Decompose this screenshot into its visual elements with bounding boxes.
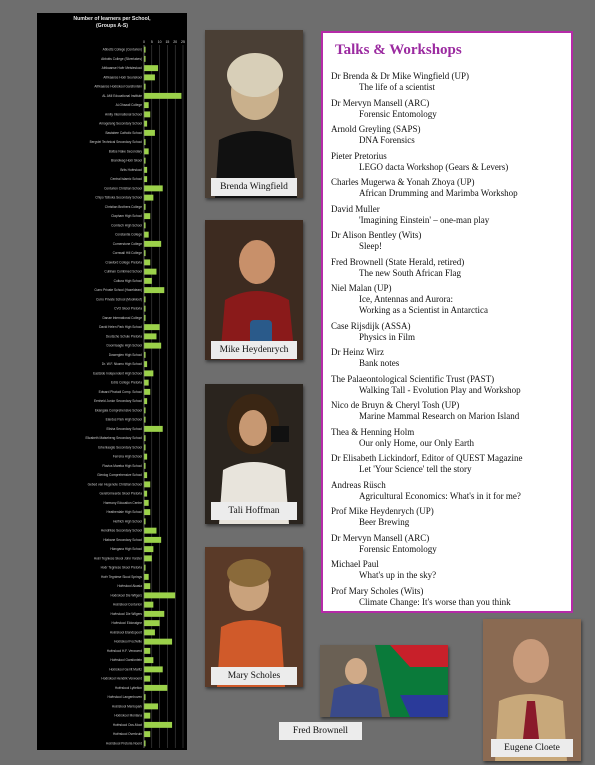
bar — [144, 629, 155, 635]
category-label: Hoërskool Overkruin — [112, 732, 142, 737]
bar — [144, 343, 161, 349]
talk-speaker: Dr Alison Bentley (Wits) — [331, 230, 422, 240]
talk-speaker: Fred Brownell (State Herald, retired) — [331, 256, 465, 267]
category-label: Edris College Pretoria — [110, 380, 142, 385]
talk-speaker: Dr Brenda & Dr Mike Wingfield (UP) — [331, 71, 469, 81]
category-label: Hoërskool Die Wilgers — [110, 593, 142, 598]
category-label: Amogelang Secondary School — [99, 121, 142, 126]
category-label: Cullinan Combined School — [104, 269, 142, 274]
x-tick-label: 5 — [150, 40, 153, 44]
bar — [144, 278, 152, 284]
category-label: Abbotts College (Centurion) — [102, 47, 142, 52]
caption: Mike Heydenrych — [211, 341, 297, 359]
category-label: Helfrich High School — [113, 519, 142, 524]
bar — [144, 241, 161, 247]
portrait-image — [205, 220, 303, 360]
bar — [144, 657, 153, 663]
bar — [144, 491, 147, 497]
category-label: Glenlog Comprehensive School — [97, 473, 142, 478]
bar — [144, 528, 156, 534]
talk-title: 'Imagining Einstein' – one-man play — [359, 214, 490, 225]
talk-item — [331, 453, 571, 475]
category-label: Deutsche Schule Pretoria — [105, 334, 142, 339]
category-label: Elizabeth Matseheng Secondary School — [85, 436, 142, 441]
talk-speaker: Dr Heinz Wirz — [331, 347, 384, 357]
talk-item — [331, 98, 571, 120]
caption: Brenda Wingfield — [211, 178, 297, 196]
category-label: Comtech High School — [111, 223, 142, 228]
talk-item — [331, 480, 571, 502]
talk-title: Forensic Entomology — [359, 543, 437, 554]
photo-fred-brownell — [320, 645, 448, 717]
talk-speaker: Thea & Henning Holm — [331, 426, 415, 437]
bar — [144, 111, 150, 117]
caption: Mary Scholes — [211, 667, 297, 685]
talk-title: Ice, Antennas and Aurora: — [359, 294, 453, 304]
portrait-image — [205, 30, 303, 198]
portrait-image — [320, 645, 448, 717]
bar — [144, 620, 160, 626]
caption-visible: Tali Hoffman — [211, 502, 297, 520]
category-label: Afrikaanse Hoër Meisieskool — [101, 66, 142, 71]
talk-speaker: Arnold Greyling (SAPS) — [331, 124, 421, 134]
category-label: Hlangana High School — [110, 547, 142, 552]
talk-title: Sleep! — [359, 241, 382, 251]
talk-item — [331, 400, 571, 422]
talk-title: Agricultural Economics: What's in it for me? — [359, 490, 521, 501]
talk-item — [331, 533, 571, 555]
photo-tali-hoffman — [205, 384, 303, 524]
bar — [144, 685, 167, 691]
bar — [144, 546, 153, 552]
photo-eugene-cloete — [483, 619, 581, 761]
bar — [144, 731, 150, 737]
category-label: Central Islamic School — [110, 177, 142, 182]
category-label: Hoërskool Pretoria Noord — [106, 741, 142, 746]
category-label: Gereformeerde Skool Pretoria — [99, 491, 142, 496]
talk-item — [331, 71, 571, 93]
talk-item — [331, 124, 571, 146]
x-tick-label: 20 — [173, 40, 178, 44]
category-label: Hoërskool Eldoraigne — [111, 621, 142, 626]
talk-item — [331, 177, 571, 199]
talk-item — [331, 204, 571, 226]
caption: Eugene Cloete — [491, 739, 573, 757]
talk-title: Let 'Your Science' tell the story — [359, 464, 472, 474]
bar — [144, 454, 147, 460]
category-label: Constantia College — [115, 232, 142, 237]
category-label: Curro Private School (Mooikloof) — [95, 297, 142, 302]
bar — [144, 185, 163, 191]
talk-title: Forensic Entomology — [359, 108, 437, 119]
bar — [144, 102, 149, 108]
talk-item — [331, 151, 571, 173]
talk-speaker: Niel Malan (UP) — [331, 283, 392, 293]
talk-title: Marine Mammal Research on Marion Island — [359, 411, 520, 421]
bar — [144, 389, 150, 395]
talk-title: Climate Change: It's worse than you think — [359, 596, 511, 607]
talk-speaker: Pieter Pretorius — [331, 150, 387, 161]
category-label: Hoërskool Fochville — [114, 639, 142, 644]
category-label: Christian Brothers College — [104, 204, 142, 209]
bar — [144, 324, 160, 330]
category-label: Hendrikse Secondary School — [100, 528, 142, 533]
talk-speaker: David Muller — [331, 203, 380, 214]
category-label: Ekangala Comprehensive School — [94, 408, 142, 413]
category-label: Gebed van Hugenote Christian School — [87, 482, 142, 487]
bar — [144, 269, 156, 275]
category-label: Eastside Independent High School — [93, 371, 142, 376]
category-label: Bastabee Catholic School — [105, 130, 142, 135]
category-label: Hoërskool Hendrik Verwoerd — [101, 676, 142, 681]
x-tick-label: 15 — [165, 40, 170, 44]
x-tick-label: 0 — [143, 40, 145, 44]
bar — [144, 722, 172, 728]
bar — [144, 213, 150, 219]
talk-title: DNA Forensics — [359, 135, 415, 145]
talk-item — [331, 321, 571, 343]
learners-chart — [37, 13, 187, 750]
category-label: Hoërskool Elandspoort — [109, 630, 142, 635]
bar — [144, 148, 149, 154]
talk-title: Beer Brewing — [359, 517, 410, 527]
bar — [144, 472, 147, 478]
category-label: Hoërskool Gerrit Maritz — [109, 667, 142, 672]
bar — [144, 426, 163, 432]
talk-item — [331, 230, 571, 252]
bar — [144, 648, 150, 654]
bar — [144, 500, 149, 506]
photo-mike-heydenrych — [205, 220, 303, 360]
category-label: Ferreira High School — [112, 454, 142, 459]
category-label: Hoërskool Langenhoven — [107, 695, 142, 700]
category-label: Hoërskool Akasia — [117, 584, 142, 589]
category-label: Cornwall Hill College — [112, 251, 142, 256]
talk-speaker: Case Rijsdijk (ASSA) — [331, 320, 411, 331]
category-label: Hoërskool Garsfontein — [110, 658, 142, 663]
bar — [144, 639, 172, 645]
chart-plot — [37, 13, 187, 750]
category-label: Dowerglen High School — [108, 352, 142, 357]
talk-speaker: Andreas Rüsch — [331, 479, 386, 490]
bar — [144, 74, 155, 80]
category-label: Hoër Tegniese Skool John Vorster — [93, 556, 142, 561]
bar — [144, 121, 147, 127]
talk-title: The life of a scientist — [359, 82, 435, 92]
category-label: AL AMI Educational Institute — [102, 93, 142, 98]
talk-item — [331, 586, 571, 608]
talk-title: LEGO dacta Workshop (Gears & Levers) — [359, 161, 509, 172]
bar — [144, 370, 153, 376]
talk-item — [331, 347, 571, 369]
category-label: Cultura High School — [113, 278, 142, 283]
talk-item — [331, 427, 571, 449]
talk-item — [331, 257, 571, 279]
talk-title: Our only Home, our Only Earth — [359, 437, 474, 448]
category-label: Elardus Park High School — [105, 417, 142, 422]
category-label: Hoërskool Lyttelton — [114, 685, 142, 690]
category-label: Hoërskool Die Wilgers — [110, 611, 142, 616]
talk-title: African Drumming and Marimba Workshop — [359, 188, 518, 198]
talk-title: Physics in Film — [359, 331, 416, 342]
talk-title: Bank notes — [359, 358, 400, 368]
bar — [144, 713, 150, 719]
category-label: Clapham High School — [111, 214, 142, 219]
category-label: Hoër Tegniese Skool Pretoria — [100, 565, 142, 570]
category-label: Boitse Nake Secondary — [108, 149, 142, 154]
category-label: Abbotts College (Silverlakes) — [101, 56, 142, 61]
bar — [144, 555, 152, 561]
category-label: Afrikaanse Hoër Seunskool — [103, 75, 142, 80]
category-label: Hoërskool Montana — [114, 713, 142, 718]
talk-item — [331, 374, 571, 396]
bar — [144, 287, 164, 293]
photo-brenda-wingfield — [205, 30, 303, 198]
bar — [144, 583, 150, 589]
talk-speaker: Prof Mary Scholes (Wits) — [331, 585, 424, 596]
photo-mary-scholes — [205, 547, 303, 687]
bar — [144, 703, 158, 709]
category-label: Hoër Tegniese Skool Springs — [100, 574, 142, 579]
x-tick-label: 25 — [181, 40, 185, 44]
talk-speaker: Dr Elisabeth Lickindorf, Editor of QUEST Magazine — [331, 453, 523, 463]
category-label: Danae International College — [102, 315, 142, 320]
bar — [144, 130, 155, 136]
talk-speaker: Nico de Bruyn & Cheryl Tosh (UP) — [331, 400, 460, 410]
talk-title: What's up in the sky? — [359, 570, 437, 580]
category-label: Hoërskool H.F. Verwoerd — [106, 648, 142, 653]
category-label: Brandwag Hoër Skool — [110, 158, 142, 163]
category-label: Crawford College Pretoria — [105, 260, 142, 265]
bar — [144, 232, 149, 238]
bar — [144, 611, 164, 617]
bar — [144, 361, 147, 367]
category-label: Doornlaagte High School — [106, 343, 142, 348]
category-label: Edward Phatudi Comp. School — [98, 389, 142, 394]
category-label: Erkenlaagte Secondary School — [98, 445, 142, 450]
bar — [144, 259, 150, 265]
category-label: Chipo Tsiboka Secondary School — [95, 195, 142, 200]
category-label: Heatherdale High School — [106, 510, 142, 515]
talk-speaker: Dr Mervyn Mansell (ARC) — [331, 532, 430, 543]
talk-title: The new South African Flag — [359, 267, 461, 278]
category-label: CVO Skool Pretoria — [114, 306, 142, 311]
talk-title-line2: Working as a Scientist in Antarctica — [359, 305, 488, 315]
bar — [144, 176, 147, 182]
bar — [144, 380, 149, 386]
chart-title: Number of learners per School, (Groups A-S) — [73, 16, 151, 29]
category-label: Centurion Christian School — [104, 186, 142, 191]
talk-item — [331, 283, 571, 316]
category-label: Elisha Secondary School — [106, 426, 142, 431]
bar — [144, 676, 150, 682]
category-label: Hoërskool Oos-Moot — [112, 722, 142, 727]
category-label: Afrikaanse Hoërskool Garsfontein — [94, 84, 142, 89]
category-label: Bergvlei Technical Secondary School — [89, 140, 142, 145]
talk-speaker: Prof Mike Heydenrych (UP) — [331, 506, 434, 516]
bar — [144, 167, 147, 173]
talk-speaker: The Palaeontological Scientific Trust (PAST) — [331, 373, 495, 384]
category-label: Flavius Mareka High School — [102, 463, 142, 468]
category-label: Hoërskool Centurion — [112, 602, 142, 607]
category-label: David Helen Park High School — [99, 325, 142, 330]
caption-fred-brownell: Fred Brownell — [279, 722, 362, 740]
talk-speaker: Charles Mugerwa & Yonah Zhoya (UP) — [331, 177, 475, 187]
bar — [144, 65, 158, 71]
bar — [144, 195, 153, 201]
bar — [144, 537, 161, 543]
talk-speaker: Michael Paul — [331, 559, 379, 569]
category-label: Hlabane Secondary School — [103, 537, 142, 542]
talk-item — [331, 506, 571, 528]
bar — [144, 666, 163, 672]
category-label: Brits Hoërskool — [120, 167, 142, 172]
talk-item — [331, 559, 571, 581]
talks-panel — [321, 31, 573, 613]
category-label: Dr. W.F. Nkomo High School — [101, 362, 142, 367]
category-label: Harmony Education Centre — [103, 500, 142, 505]
bar — [144, 481, 150, 487]
category-label: Cornerstone College — [112, 241, 142, 246]
talk-speaker: Dr Mervyn Mansell (ARC) — [331, 97, 430, 108]
category-label: Amity International School — [104, 112, 142, 117]
talk-title: Walking Tall - Evolution Play and Workshop — [359, 384, 521, 395]
bar — [144, 93, 181, 99]
bar — [144, 398, 147, 404]
bar — [144, 509, 150, 515]
x-tick-label: 10 — [157, 40, 162, 44]
portrait-image — [205, 547, 303, 687]
panel-title: Talks & Workshops — [335, 42, 462, 58]
bar — [144, 574, 149, 580]
bar — [144, 592, 175, 598]
category-label: Hoërskool Menlopark — [111, 704, 142, 709]
bar — [144, 602, 153, 608]
category-label: Al-Ghazali College — [115, 103, 142, 108]
bar — [144, 333, 156, 339]
category-label: Curro Private School (Hazeldean) — [94, 288, 142, 293]
category-label: Eenheid Junior Secondary School — [93, 399, 142, 404]
